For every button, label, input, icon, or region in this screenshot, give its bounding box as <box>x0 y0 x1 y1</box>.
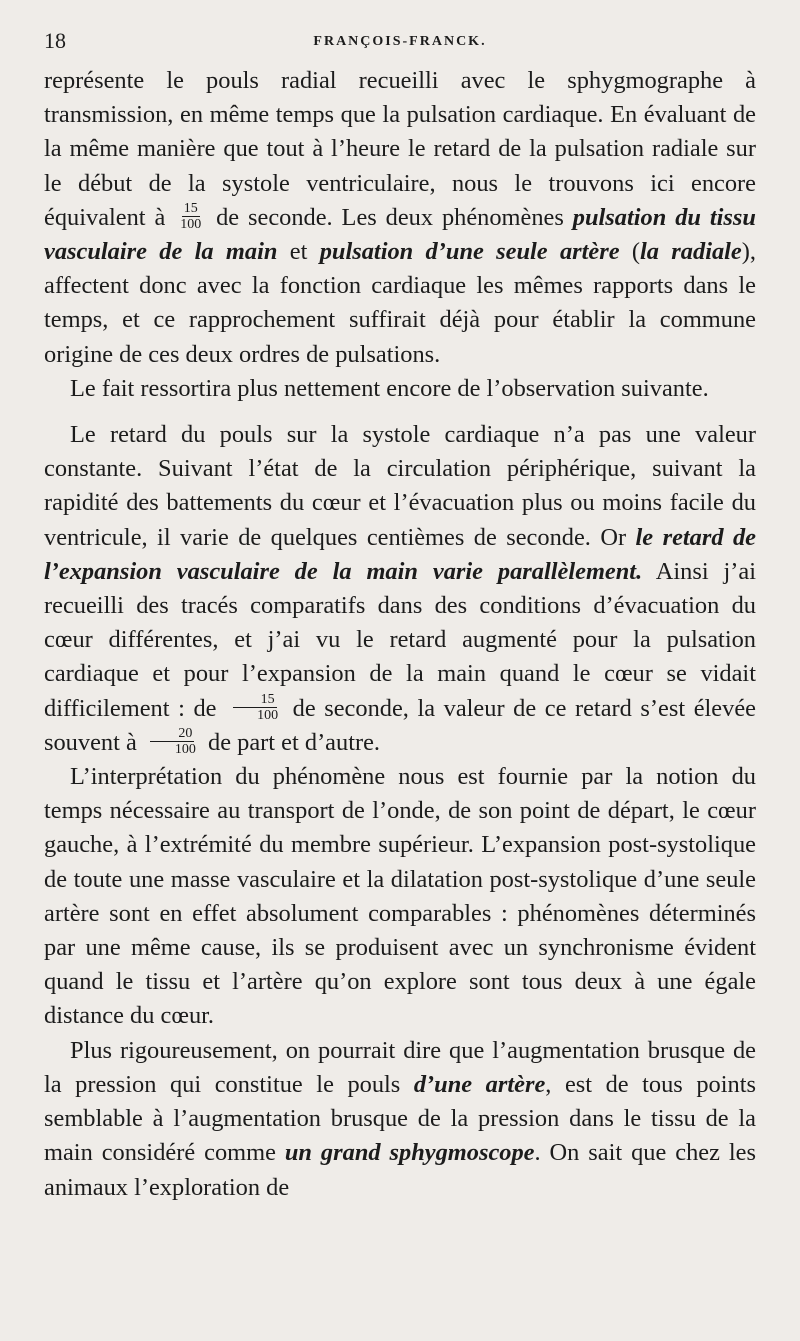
p3-text-4: de part et d’autre. <box>208 728 381 756</box>
fraction-denominator: 100 <box>180 216 202 232</box>
header-author: FRANÇOIS-FRANCK. <box>313 34 487 49</box>
fraction-numerator: 15 <box>183 200 198 216</box>
p1-text-4: ( <box>631 238 641 266</box>
p3-text-2: Ainsi j’ai recueilli des tracés comparatifs dans des conditions d’évacuation du cœur différentes, et j’ai vu le retard augmenté pour la pulsation cardiaque et pour l’expansion de la main quand le cœur se vidait difficilement : de <box>44 557 757 722</box>
p1-text-2: de seconde. Les deux phénomènes <box>216 203 564 231</box>
paragraph-4: L’interprétation du phénomène nous est fournie par la notion du temps nécessaire au transport de l’onde, de son point de départ, le cœur gauche, à l’extrémité du membre supérieur. L’expansion post-systolique de toute une masse vasculaire et la dilatation post-systolique d’une seule artère sont en effet absolument comparables : phénomènes déterminés par une même cause, ils se produisent avec un synchronisme évident quand le tissu et l’artère qu’on explore sont tous deux à une égale distance du cœur. <box>44 763 756 1030</box>
paragraph-5 <box>44 1034 756 1205</box>
fraction-15-100 <box>229 692 280 723</box>
p1-text-1: représente le pouls radial recueilli avec le sphygmographe à transmission, en même temps que la pulsation cardiaque. En évaluant de la même manière que tout à l’heure le retard de la pulsation radiale sur le début de la systole ventriculaire, nous le trouvons ici encore équivalent à <box>44 67 756 231</box>
page-number: 18 <box>44 28 66 53</box>
fraction-denominator: 100 <box>174 741 196 757</box>
paragraph-1 <box>44 64 756 372</box>
paragraph-gap <box>44 406 756 418</box>
p5-text-3: . On sait que chez les animaux l’exploration de <box>44 1139 756 1201</box>
paragraph-3 <box>44 418 756 760</box>
p1-text-5: ), affectent donc avec la fonction cardiaque les mêmes rapports dans le temps, et ce rapprochement suffirait déjà pour établir la commune origine de ces deux ordres de pulsations. <box>44 238 756 368</box>
running-head <box>44 28 756 64</box>
p5-emphasis-2: un grand sphygmoscope <box>284 1139 535 1167</box>
p3-text-1: Le retard du pouls sur la systole cardiaque n’a pas une valeur constante. Suivant l’état de la circulation périphérique, suivant la rapidité des battements du cœur et l’évacuation plus ou moins facile du ventricule, il varie de quelques centièmes de seconde. Or <box>44 421 756 551</box>
fraction-20-100 <box>147 726 198 757</box>
fraction-denominator: 100 <box>257 707 279 723</box>
p1-emphasis-2: pulsation d’une seule artère <box>319 238 620 266</box>
p3-text-3: de seconde, la valeur de ce retard s’est élevée souvent à <box>44 694 756 756</box>
paragraph-2: Le fait ressortira plus nettement encore de l’observation suivante. <box>70 374 709 402</box>
fraction-numerator: 20 <box>150 726 194 742</box>
fraction-numerator: 15 <box>233 692 277 708</box>
p1-emphasis-3: la radiale <box>640 238 742 266</box>
p5-text-2: , est de tous points semblable à l’augmentation brusque de la pression dans le tissu de la main considéré comme <box>44 1070 756 1167</box>
body-text <box>44 64 756 1205</box>
fraction-15-100 <box>178 201 203 232</box>
p5-text-1: Plus rigoureusement, on pourrait dire que l’augmentation brusque de la pression qui constitue le pouls <box>44 1036 756 1098</box>
p3-emphasis-1: le retard de l’expansion vasculaire de la main varie parallèlement. <box>44 523 757 585</box>
p1-emphasis-1: pulsation du tissu vasculaire de la main <box>44 203 756 266</box>
p5-emphasis-1: d’une artère <box>413 1070 546 1098</box>
p1-text-3: et <box>289 238 308 266</box>
